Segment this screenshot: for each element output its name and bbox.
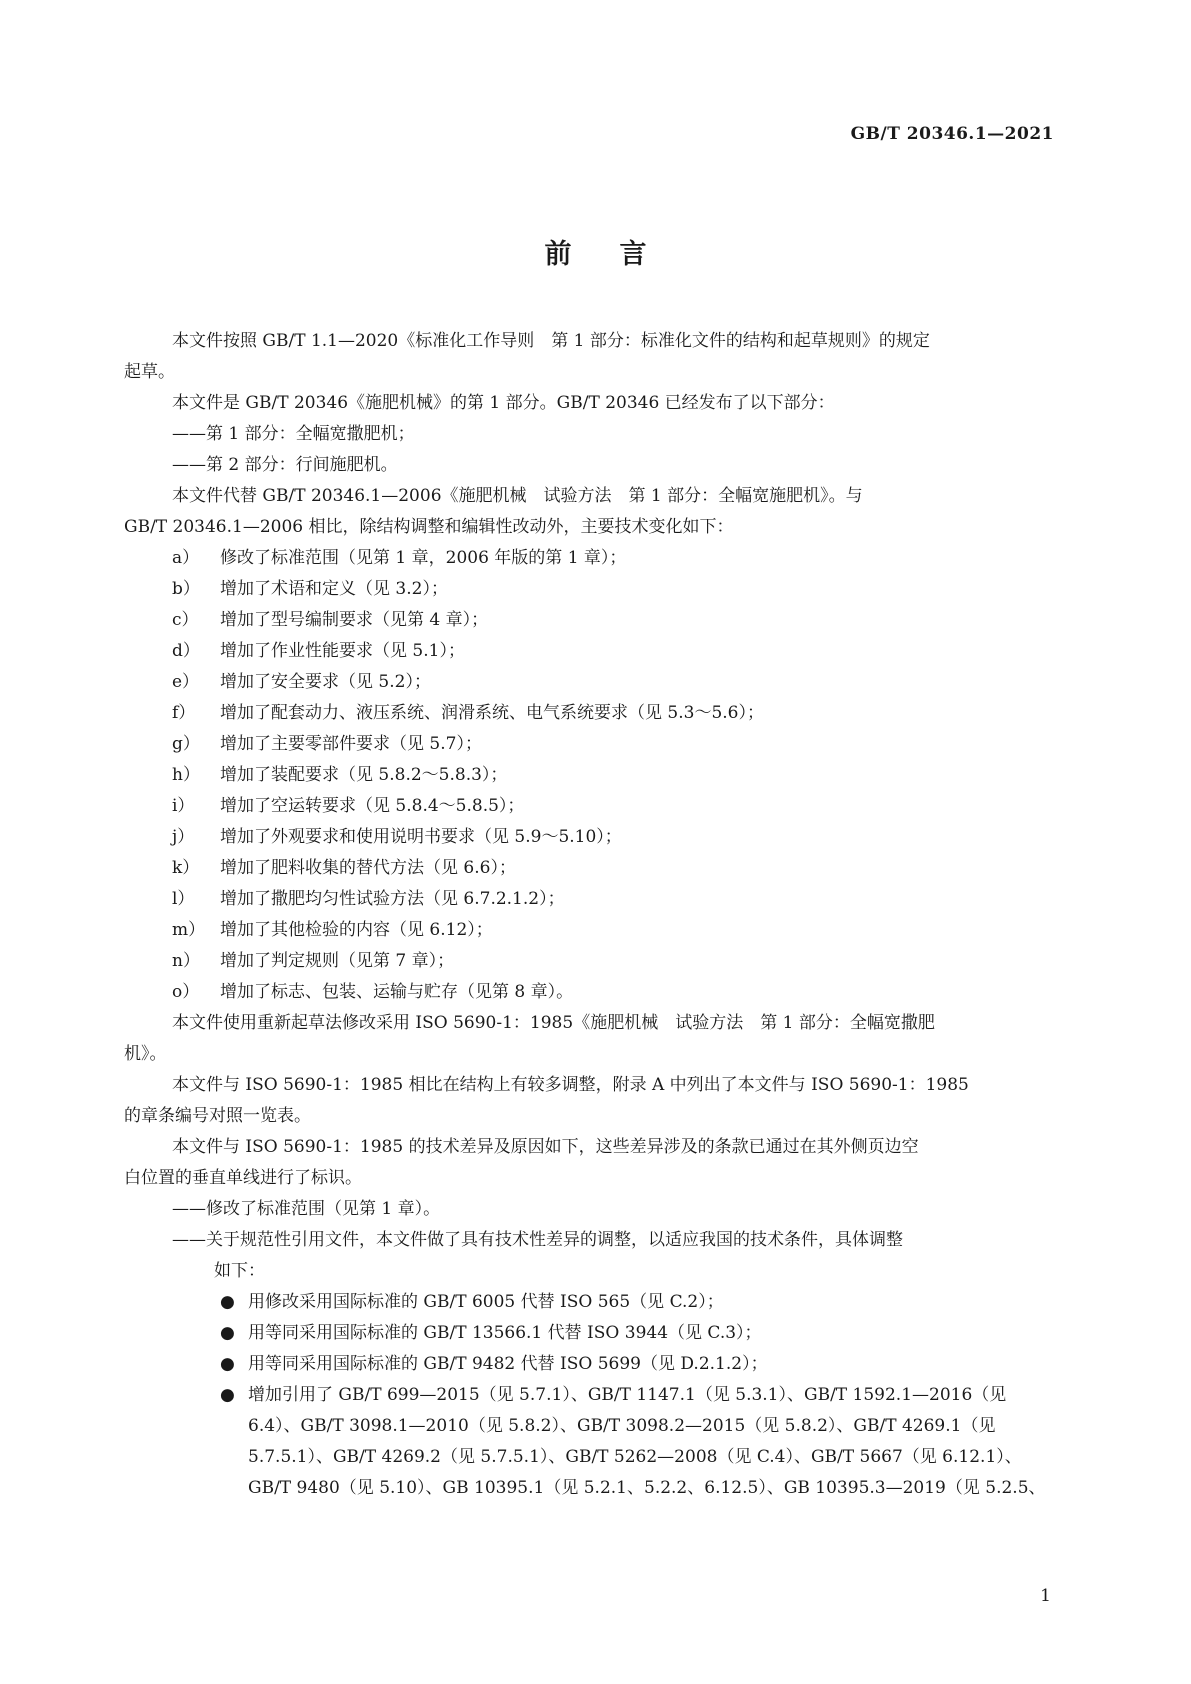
difference-item: ——关于规范性引用文件，本文件做了具有技术性差异的调整，以适应我国的技术条件，具体调整 (172, 1230, 903, 1250)
list-item-label: e） (172, 672, 200, 692)
list-item (124, 543, 1054, 574)
bullet-text-continuation: GB/T 9480（见 5.10）、GB 10395.1（见 5.2.1、5.2.2、6.12.5）、GB 10395.3—2019（见 5.2.5、 (248, 1478, 1046, 1498)
standard-number: GB/T 20346.1—2021 (850, 124, 1054, 144)
list-item-label: h） (172, 765, 200, 785)
list-item (124, 574, 1054, 605)
list-item (124, 915, 1054, 946)
list-item-text: 增加了其他检验的内容（见 6.12）； (220, 920, 493, 940)
paragraph-line: 本文件代替 GB/T 20346.1—2006《施肥机械 试验方法 第 1 部分：全幅宽施肥机》。与 (172, 486, 863, 506)
list-item-label: a） (172, 548, 200, 568)
list-item (124, 605, 1054, 636)
list-item (124, 760, 1054, 791)
document-body (124, 326, 1054, 1504)
page-number: 1 (1040, 1586, 1051, 1606)
list-item (124, 884, 1054, 915)
difference-item-continuation: 如下： (214, 1261, 265, 1281)
list-item (124, 667, 1054, 698)
bullet-item (124, 1287, 1054, 1318)
list-item-label: n） (172, 951, 200, 971)
difference-item: ——修改了标准范围（见第 1 章）。 (172, 1199, 441, 1219)
list-item-text: 增加了配套动力、液压系统、润滑系统、电气系统要求（见 5.3～5.6）； (220, 703, 764, 723)
list-item-text: 增加了术语和定义（见 3.2）； (220, 579, 448, 599)
bullet-icon: ● (220, 1354, 235, 1374)
reference-bullet-list (124, 1287, 1054, 1504)
list-item-text: 增加了空运转要求（见 5.8.4～5.8.5）； (220, 796, 525, 816)
list-item-label: f） (172, 703, 196, 723)
list-item (124, 977, 1054, 1008)
list-item-label: c） (172, 610, 199, 630)
list-item-text: 增加了主要零部件要求（见 5.7）； (220, 734, 482, 754)
paragraph-line: 机》。 (124, 1044, 167, 1064)
paragraph-line: GB/T 20346.1—2006 相比，除结构调整和编辑性改动外，主要技术变化如下： (124, 517, 734, 537)
list-item-text: 增加了判定规则（见第 7 章）； (220, 951, 455, 971)
bullet-icon: ● (220, 1385, 235, 1405)
paragraph-line: 白位置的垂直单线进行了标识。 (124, 1168, 362, 1188)
list-item-text: 增加了肥料收集的替代方法（见 6.6）； (220, 858, 516, 878)
paragraph-line: 本文件按照 GB/T 1.1—2020《标准化工作导则 第 1 部分：标准化文件的结构和起草规则》的规定 (172, 331, 930, 351)
bullet-icon: ● (220, 1292, 235, 1312)
list-item (124, 636, 1054, 667)
bullet-item (124, 1349, 1054, 1380)
list-item (124, 853, 1054, 884)
list-item-label: d） (172, 641, 200, 661)
list-item-text: 增加了标志、包装、运输与贮存（见第 8 章）。 (220, 982, 574, 1002)
bullet-text: 用修改采用国际标准的 GB/T 6005 代替 ISO 565（见 C.2）； (248, 1292, 724, 1312)
paragraph-line: 本文件使用重新起草法修改采用 ISO 5690-1：1985《施肥机械 试验方法 第 1 部分：全幅宽撒肥 (172, 1013, 935, 1033)
bullet-icon: ● (220, 1323, 235, 1343)
list-item-label: b） (172, 579, 200, 599)
bullet-item (124, 1318, 1054, 1349)
bullet-text: 用等同采用国际标准的 GB/T 13566.1 代替 ISO 3944（见 C.3）； (248, 1323, 762, 1343)
list-item-label: i） (172, 796, 195, 816)
list-item-text: 修改了标准范围（见第 1 章，2006 年版的第 1 章）； (220, 548, 627, 568)
list-item-text: 增加了型号编制要求（见第 4 章）； (220, 610, 489, 630)
bullet-text: 增加引用了 GB/T 699—2015（见 5.7.1）、GB/T 1147.1（见 5.3.1）、GB/T 1592.1—2016（见 (248, 1385, 1007, 1405)
list-item (124, 822, 1054, 853)
list-item-text: 增加了安全要求（见 5.2）； (220, 672, 431, 692)
paragraph-line: 本文件与 ISO 5690-1：1985 相比在结构上有较多调整，附录 A 中列出了本文件与 ISO 5690-1：1985 (172, 1075, 969, 1095)
paragraph-line: 本文件是 GB/T 20346《施肥机械》的第 1 部分。GB/T 20346 已经发布了以下部分： (172, 393, 835, 413)
list-item (124, 698, 1054, 729)
bullet-text-continuation: 5.7.5.1）、GB/T 4269.2（见 5.7.5.1）、GB/T 5262—2008（见 C.4）、GB/T 5667（见 6.12.1）、 (248, 1447, 1022, 1467)
list-item-label: l） (172, 889, 195, 909)
changes-list (124, 543, 1054, 1008)
bullet-item (124, 1380, 1054, 1411)
page-title: 前言 (544, 239, 695, 270)
list-item (124, 791, 1054, 822)
paragraph-line: 本文件与 ISO 5690-1：1985 的技术差异及原因如下，这些差异涉及的条款已通过在其外侧页边空 (172, 1137, 919, 1157)
paragraph-line: 起草。 (124, 362, 175, 382)
bullet-text: 用等同采用国际标准的 GB/T 9482 代替 ISO 5699（见 D.2.1.2）； (248, 1354, 768, 1374)
list-item (124, 729, 1054, 760)
list-item-label: g） (172, 734, 200, 754)
list-item (124, 946, 1054, 977)
list-item-text: 增加了外观要求和使用说明书要求（见 5.9～5.10）； (220, 827, 622, 847)
part-item: ——第 1 部分：全幅宽撒肥机； (172, 424, 415, 444)
list-item-label: k） (172, 858, 200, 878)
list-item-label: j） (172, 827, 195, 847)
part-item: ——第 2 部分：行间施肥机。 (172, 455, 398, 475)
list-item-text: 增加了作业性能要求（见 5.1）； (220, 641, 465, 661)
list-item-text: 增加了装配要求（见 5.8.2～5.8.3）； (220, 765, 508, 785)
paragraph-line: 的章条编号对照一览表。 (124, 1106, 311, 1126)
list-item-label: m） (172, 920, 206, 940)
bullet-text-continuation: 6.4）、GB/T 3098.1—2010（见 5.8.2）、GB/T 3098.2—2015（见 5.8.2）、GB/T 4269.1（见 (248, 1416, 996, 1436)
list-item-label: o） (172, 982, 200, 1002)
list-item-text: 增加了撒肥均匀性试验方法（见 6.7.2.1.2）； (220, 889, 565, 909)
